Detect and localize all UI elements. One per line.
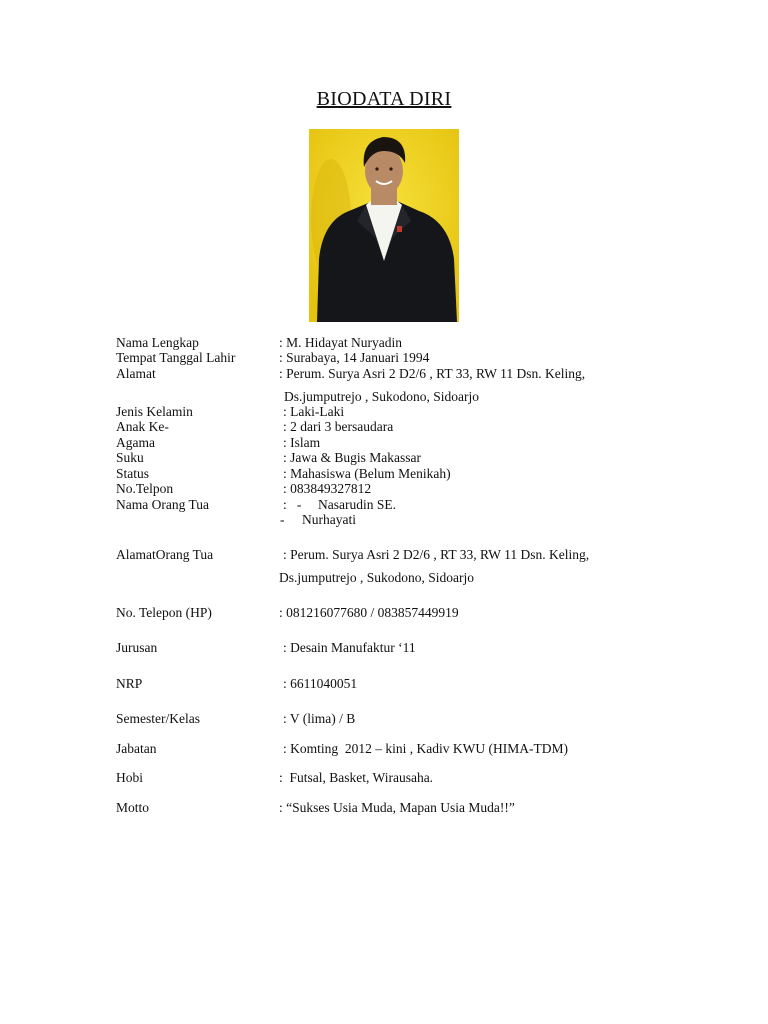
- field-label: Nama Orang Tua: [116, 497, 209, 512]
- field-value: : Perum. Surya Asri 2 D2/6 , RT 33, RW 11 Dsn. Keling,: [279, 366, 586, 381]
- field-value: : 2 dari 3 bersaudara: [283, 419, 394, 434]
- field-label: NRP: [116, 676, 143, 691]
- field-value-prefix: : -: [283, 497, 302, 512]
- field-value: : Desain Manufaktur ‘11: [283, 640, 416, 655]
- field-label: Alamat: [116, 366, 156, 381]
- field-value: Nasarudin SE.: [318, 497, 396, 512]
- field-label: Agama: [116, 435, 155, 450]
- field-value: Nurhayati: [302, 512, 356, 527]
- field-value: : Laki-Laki: [283, 404, 345, 419]
- field-value: : Futsal, Basket, Wirausaha.: [279, 770, 434, 785]
- field-value: : Perum. Surya Asri 2 D2/6 , RT 33, RW 11 Dsn. Keling,: [283, 547, 590, 562]
- field-value-prefix: -: [280, 512, 285, 527]
- field-value: : M. Hidayat Nuryadin: [279, 335, 402, 350]
- field-label: Anak Ke-: [116, 419, 169, 434]
- field-label: No. Telepon (HP): [116, 605, 212, 620]
- biodata-title: BIODATA DIRI: [316, 88, 452, 110]
- field-label: Jabatan: [116, 741, 157, 756]
- field-value: Ds.jumputrejo , Sukodono, Sidoarjo: [284, 389, 479, 404]
- field-value: : Komting 2012 – kini , Kadiv KWU (HIMA-TDM): [283, 741, 568, 756]
- field-label: Jenis Kelamin: [116, 404, 193, 419]
- field-label: Suku: [116, 450, 144, 465]
- field-value: : 081216077680 / 083857449919: [279, 605, 459, 620]
- field-value: : V (lima) / B: [283, 711, 356, 726]
- profile-photo: [309, 129, 459, 322]
- field-label: Status: [116, 466, 150, 481]
- field-label: Semester/Kelas: [116, 711, 200, 726]
- field-value: : Surabaya, 14 Januari 1994: [279, 350, 430, 365]
- field-value: : Islam: [283, 435, 321, 450]
- field-value: : “Sukses Usia Muda, Mapan Usia Muda!!”: [279, 800, 515, 815]
- field-label: No.Telpon: [116, 481, 174, 496]
- field-value: : 6611040051: [283, 676, 358, 691]
- field-value: Ds.jumputrejo , Sukodono, Sidoarjo: [279, 570, 474, 585]
- field-value: : 083849327812: [283, 481, 372, 496]
- field-label: Nama Lengkap: [116, 335, 199, 350]
- field-label: Motto: [116, 800, 150, 815]
- field-label: Hobi: [116, 770, 143, 785]
- field-value: : Jawa & Bugis Makassar: [283, 450, 421, 465]
- field-value: : Mahasiswa (Belum Menikah): [283, 466, 451, 481]
- field-label: Jurusan: [116, 640, 158, 655]
- field-label: Tempat Tanggal Lahir: [116, 350, 236, 365]
- field-label: AlamatOrang Tua: [116, 547, 214, 562]
